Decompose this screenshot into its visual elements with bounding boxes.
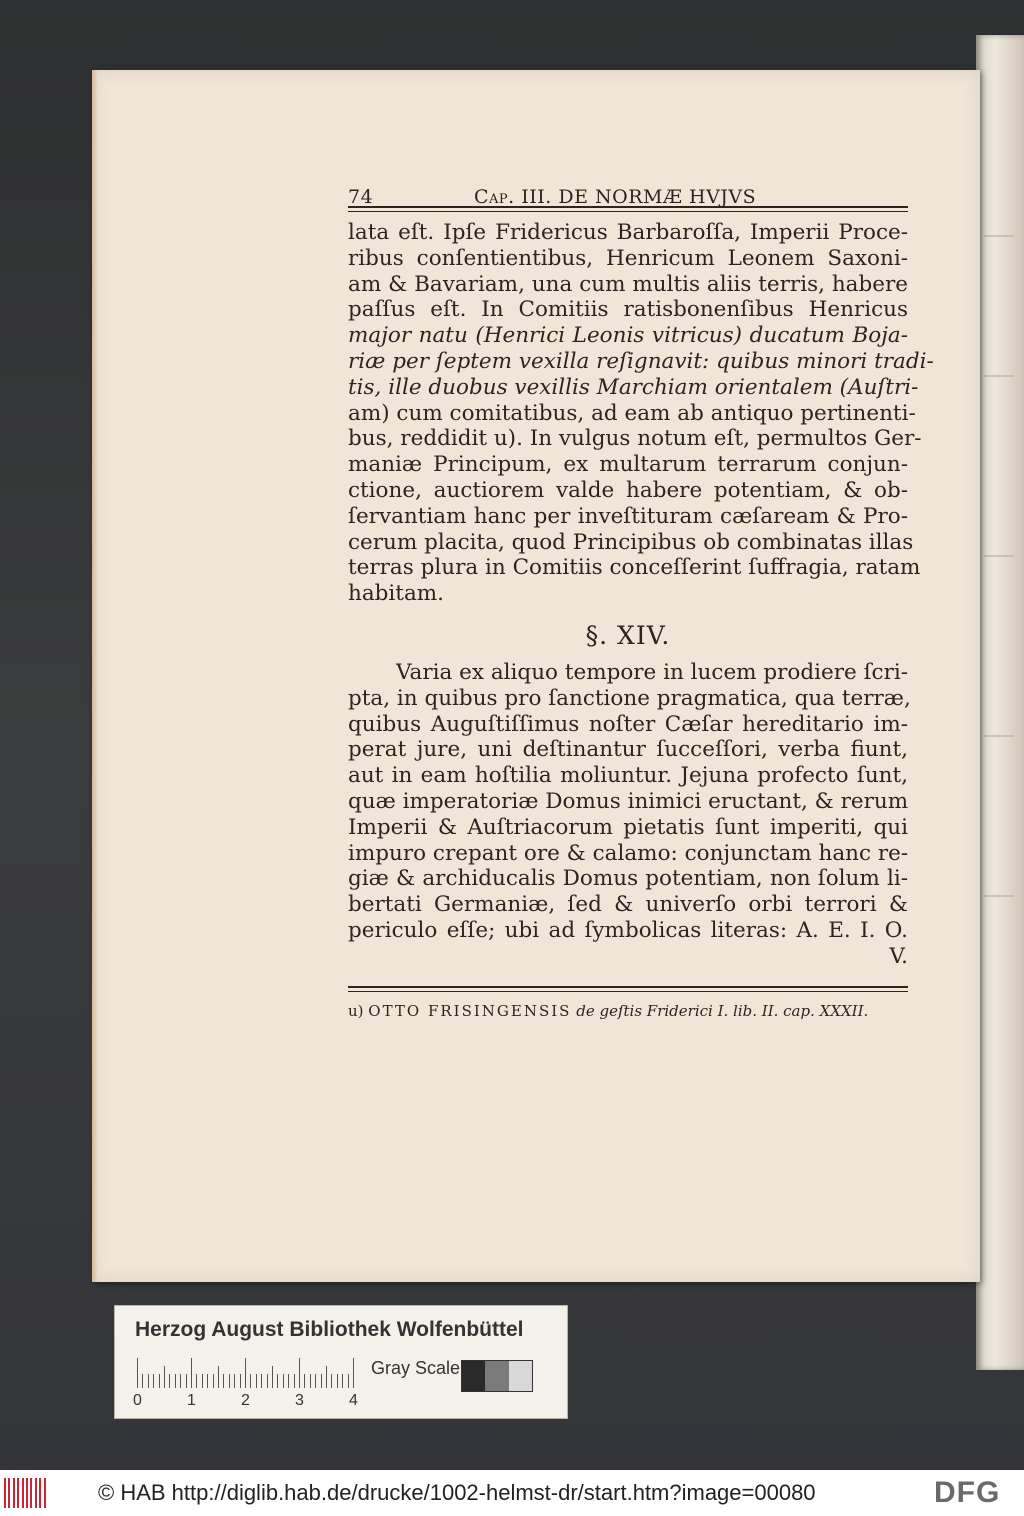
logo-bar xyxy=(35,1478,37,1508)
text-line: Imperii & Auſtriacorum pietatis ſunt imperiti, qui xyxy=(348,814,908,840)
ruler-tick xyxy=(272,1366,273,1388)
ruler-tick xyxy=(299,1358,300,1388)
ruler-tick xyxy=(294,1374,295,1388)
ruler-tick xyxy=(234,1374,235,1388)
logo-bar xyxy=(17,1478,19,1508)
ruler-tick xyxy=(261,1374,262,1388)
text-line: habitam. xyxy=(348,581,444,607)
footnote xyxy=(348,1002,908,1020)
running-head xyxy=(348,180,908,212)
gray-swatch-light xyxy=(509,1361,532,1391)
ruler-tick xyxy=(186,1374,187,1388)
text-line: ribus conſentientibus, Henricum Leonem Saxoni- xyxy=(348,245,908,271)
logo-bar xyxy=(30,1478,32,1508)
text-line: am) cum comitatibus, ad eam ab antiquo pertinenti- xyxy=(348,400,916,426)
source-link[interactable]: © HAB http://diglib.hab.de/drucke/1002-helmst-dr/start.htm?image=00080 xyxy=(98,1480,816,1505)
text-line: maniæ Principum, ex multarum terrarum conjun- xyxy=(348,452,908,478)
book-page xyxy=(92,70,980,1282)
ruler-tick xyxy=(250,1374,251,1388)
logo-bar xyxy=(26,1478,28,1508)
ruler-tick xyxy=(148,1374,149,1388)
logo-bar xyxy=(8,1478,10,1508)
ruler-tick xyxy=(321,1374,322,1388)
dfg-logo: DFG xyxy=(934,1476,1001,1509)
ruler-tick xyxy=(326,1366,327,1388)
ruler-tick xyxy=(137,1358,138,1388)
page-text-block xyxy=(348,180,934,1020)
text-line: aut in eam hoſtilia moliuntur. Jejuna profecto ſunt, xyxy=(348,763,908,789)
ruler-tick xyxy=(337,1374,338,1388)
logo-bar xyxy=(44,1478,46,1508)
ruler-tick xyxy=(223,1374,224,1388)
text-line: terras plura in Comitiis conceſſerint ſuffragia, ratam xyxy=(348,555,921,581)
ruler-tick xyxy=(164,1366,165,1388)
head-rule xyxy=(348,206,908,212)
gray-scale-label: Gray Scale xyxy=(371,1358,461,1378)
ruler-tick xyxy=(159,1374,160,1388)
text-line: major natu (Henrici Leonis vitricus) ducatum Boja- xyxy=(348,323,908,349)
footnote-marker: u) xyxy=(348,1001,364,1020)
facing-page-edge xyxy=(976,35,1024,1370)
logo-bar xyxy=(22,1478,24,1508)
ruler-tick xyxy=(353,1358,354,1388)
text-line: V. xyxy=(889,943,908,969)
hab-logo-icon xyxy=(4,1478,48,1508)
ruler-number: 2 xyxy=(241,1392,250,1409)
ruler-tick xyxy=(207,1374,208,1388)
viewer-footer xyxy=(0,1470,1024,1516)
text-line: giæ & archiducalis Domus potentiam, non ſolum li- xyxy=(348,866,908,892)
text-line: Varia ex aliquo tempore in lucem prodiere ſcri- xyxy=(396,659,908,685)
page-number: 74 xyxy=(348,186,374,208)
ruler-tick xyxy=(202,1374,203,1388)
running-head-title: Cap. III. DE NORMÆ HVJVS xyxy=(474,186,757,208)
text-line: ctione, auctiorem valde habere potentiam, & ob- xyxy=(348,477,908,503)
library-label-card xyxy=(114,1305,568,1419)
ruler-number: 3 xyxy=(295,1392,304,1409)
ruler-tick xyxy=(142,1374,143,1388)
library-name: Herzog August Bibliothek Wolfenbüttel xyxy=(135,1318,524,1341)
ruler-tick xyxy=(331,1374,332,1388)
text-line: paſſus eſt. In Comitiis ratisbonenſibus Henricus xyxy=(348,297,908,323)
scale-ruler xyxy=(137,1358,367,1388)
text-line: quibus Auguſtiſſimus noſter Cæſar hereditario im- xyxy=(348,711,908,737)
logo-bar xyxy=(13,1478,15,1508)
ruler-tick xyxy=(283,1374,284,1388)
ruler-tick xyxy=(245,1358,246,1388)
ruler-tick xyxy=(213,1374,214,1388)
ruler-tick xyxy=(169,1374,170,1388)
text-line: pta, in quibus pro ſanctione pragmatica, qua terræ, xyxy=(348,685,911,711)
section-heading: §. XIV. xyxy=(585,620,671,650)
footnote-author: OTTO FRISINGENSIS xyxy=(368,1001,572,1020)
text-line: ſervantiam hanc per inveſtituram cæſaream & Pro- xyxy=(348,503,908,529)
ruler-tick xyxy=(229,1374,230,1388)
logo-bar xyxy=(39,1478,41,1508)
text-line: tis, ille duobus vexillis Marchiam orientalem (Auſtri- xyxy=(348,374,919,400)
logo-bar xyxy=(4,1478,6,1508)
ruler-tick xyxy=(315,1374,316,1388)
ruler-tick xyxy=(175,1374,176,1388)
ruler-tick xyxy=(191,1358,192,1388)
ruler-tick xyxy=(153,1374,154,1388)
gray-swatch-dark xyxy=(462,1361,485,1391)
text-line: riæ per ſeptem vexilla reſignavit: quibus minori tradi- xyxy=(348,348,934,374)
ruler-tick xyxy=(348,1374,349,1388)
gray-swatch-mid xyxy=(485,1361,508,1391)
text-line: quæ imperatoriæ Domus inimici eructant, & rerum xyxy=(348,788,909,814)
ruler-number: 1 xyxy=(187,1392,196,1409)
ruler-number: 0 xyxy=(133,1392,142,1409)
ruler-tick xyxy=(218,1366,219,1388)
text-line: am & Bavariam, una cum multis aliis terris, habere xyxy=(348,271,908,297)
text-line: bus, reddidit u). In vulgus notum eſt, permultos Ger- xyxy=(348,426,922,452)
text-line: lata eſt. Ipſe Fridericus Barbaroſſa, Imperii Proce- xyxy=(348,220,908,245)
ruler-tick xyxy=(256,1374,257,1388)
ruler-tick xyxy=(180,1374,181,1388)
ruler-tick xyxy=(240,1374,241,1388)
ruler-tick xyxy=(304,1374,305,1388)
gray-scale-swatches xyxy=(461,1360,533,1392)
text-line: impuro crepant ore & calamo: conjunctam hanc re- xyxy=(348,840,909,866)
ruler-tick xyxy=(196,1374,197,1388)
paragraph-section-xiv xyxy=(348,659,911,970)
footnote-rule xyxy=(348,986,908,992)
ruler-tick xyxy=(277,1374,278,1388)
text-line: periculo eſſe; ubi ad ſymbolicas literas: A. E. I. O. xyxy=(348,917,908,943)
ruler-tick xyxy=(267,1374,268,1388)
text-line: cerum placita, quod Principibus ob combinatas illas xyxy=(348,529,914,555)
paragraph-continuation xyxy=(348,220,934,607)
ruler-tick xyxy=(310,1374,311,1388)
ruler-tick xyxy=(288,1374,289,1388)
text-line: perat jure, uni deſtinantur ſucceſſori, verba fiunt, xyxy=(348,737,908,763)
footnote-text: de geſtis Friderici I. lib. II. cap. XXXII. xyxy=(576,1001,869,1020)
ruler-tick xyxy=(342,1374,343,1388)
text-line: bertati Germaniæ, ſed & univerſo orbi terrori & xyxy=(348,892,908,918)
ruler-number: 4 xyxy=(349,1392,358,1409)
